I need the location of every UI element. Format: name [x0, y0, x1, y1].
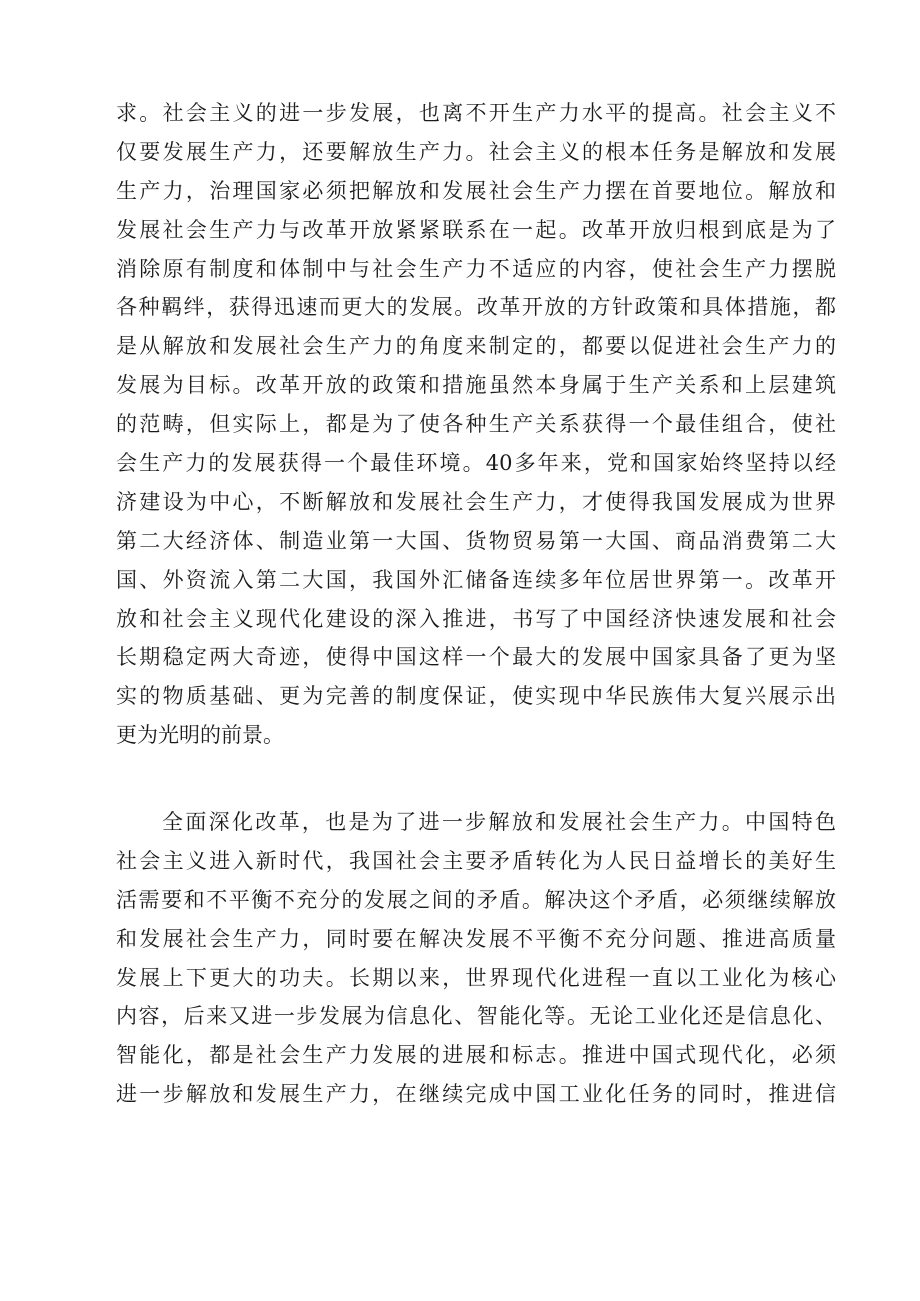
text-line: 是从解放和发展社会生产力的角度来制定的，都要以促进社会生产力的: [116, 334, 836, 359]
text-line: 发展社会生产力与改革开放紧紧联系在一起。改革开放归根到底是为了: [116, 217, 836, 242]
text-line: 求。社会主义的进一步发展，也离不开生产力水平的提高。社会主义不: [116, 101, 836, 125]
text-line: 仅要发展生产力，还要解放生产力。社会主义的根本任务是解放和发展: [116, 139, 836, 164]
text-line: 消除原有制度和体制中与社会生产力不适应的内容，使社会生产力摆脱: [116, 256, 836, 281]
text-line: 第二大经济体、制造业第一大国、货物贸易第一大国、商品消费第二大: [116, 528, 836, 553]
text-line: 活需要和不平衡不充分的发展之间的矛盾。解决这个矛盾，必须继续解放: [116, 887, 836, 912]
text-line: 生产力，治理国家必须把解放和发展社会生产力摆在首要地位。解放和: [116, 178, 836, 203]
text-line: 全面深化改革，也是为了进一步解放和发展社会生产力。中国特色: [162, 810, 836, 834]
text-line: 实的物质基础、更为完善的制度保证，使实现中华民族伟大复兴展示出: [116, 684, 836, 709]
paragraph-2: [116, 803, 836, 1114]
text-line: 更为光明的前景。: [116, 723, 284, 748]
text-line: 内容，后来又进一步发展为信息化、智能化等。无论工业化还是信息化、: [116, 1004, 836, 1029]
text-line: 会生产力的发展获得一个最佳环境。40多年来，党和国家始终坚持以经: [116, 451, 836, 476]
text-line: 进一步解放和发展生产力，在继续完成中国工业化任务的同时，推进信: [116, 1082, 836, 1107]
text-line: 放和社会主义现代化建设的深入推进，书写了中国经济快速发展和社会: [116, 606, 836, 631]
text-line: 发展为目标。改革开放的政策和措施虽然本身属于生产关系和上层建筑: [116, 373, 836, 398]
text-line: 长期稳定两大奇迹，使得中国这样一个最大的发展中国家具备了更为坚: [116, 645, 836, 670]
text-line: 的范畴，但实际上，都是为了使各种生产关系获得一个最佳组合，使社: [116, 412, 836, 437]
text-line: 济建设为中心，不断解放和发展社会生产力，才使得我国发展成为世界: [116, 489, 836, 514]
text-line: 各种羁绊，获得迅速而更大的发展。改革开放的方针政策和具体措施，都: [116, 295, 836, 320]
text-line: 发展上下更大的功夫。长期以来，世界现代化进程一直以工业化为核心: [116, 965, 836, 990]
text-line: 社会主义进入新时代，我国社会主要矛盾转化为人民日益增长的美好生: [116, 848, 836, 873]
text-line: 和发展社会生产力，同时要在解决发展不平衡不充分问题、推进高质量: [116, 926, 836, 951]
paragraph-1: [116, 94, 836, 755]
text-line: 智能化，都是社会生产力发展的进展和标志。推进中国式现代化，必须: [116, 1043, 836, 1068]
text-line: 国、外资流入第二大国，我国外汇储备连续多年位居世界第一。改革开: [116, 567, 836, 592]
